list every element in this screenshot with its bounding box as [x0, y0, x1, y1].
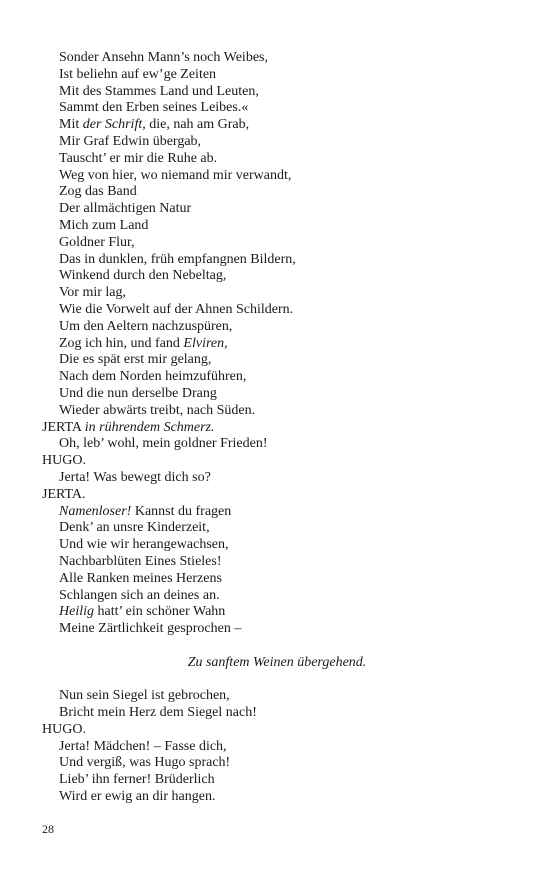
- verse-line: [42, 268, 512, 285]
- verse-line: [42, 436, 512, 453]
- text: Die es spät erst mir gelang,: [59, 352, 212, 368]
- page-text: [42, 50, 512, 806]
- text: Mich zum Land: [59, 217, 149, 233]
- text: JERTA: [42, 419, 85, 435]
- text: Das in dunklen, früh empfangnen Bildern,: [59, 251, 296, 267]
- verse-line: [42, 134, 512, 151]
- text: Winkend durch den Nebeltag,: [59, 268, 227, 284]
- verse-line: [42, 285, 512, 302]
- verse-line: [42, 336, 512, 353]
- speaker-name: [42, 453, 512, 470]
- text: hatt’ ein schöner Wahn: [94, 604, 226, 620]
- text: die, nah am Grab,: [145, 117, 250, 133]
- verse-line: [42, 571, 512, 588]
- text: Mit des Stammes Land und Leuten,: [59, 83, 259, 99]
- speaker-name: [42, 487, 512, 504]
- verse-line: [42, 302, 512, 319]
- verse-line: [42, 588, 512, 605]
- verse-line: [42, 369, 512, 386]
- text: Schlangen sich an deines an.: [59, 587, 220, 603]
- text: Bricht mein Herz dem Siegel nach!: [59, 705, 257, 721]
- verse-line: [42, 537, 512, 554]
- text: Oh, leb’ wohl, mein goldner Frieden!: [59, 436, 268, 452]
- text: Kannst du fragen: [131, 503, 232, 519]
- text: Weg von hier, wo niemand mir verwandt,: [59, 167, 292, 183]
- verse-line: [42, 50, 512, 67]
- text: Sonder Ansehn Mann’s noch Weibes,: [59, 50, 268, 65]
- verse-line: [42, 117, 512, 134]
- text: Nun sein Siegel ist gebrochen,: [59, 688, 230, 704]
- text: Wie die Vorwelt auf der Ahnen Schildern.: [59, 301, 294, 317]
- verse-line: [42, 504, 512, 521]
- text: Nach dem Norden heimzuführen,: [59, 369, 247, 385]
- verse-line: [42, 739, 512, 756]
- text: Sammt den Erben seines Leibes.«: [59, 100, 249, 116]
- text: Denk’ an unsre Kinderzeit,: [59, 520, 210, 536]
- text: Und wie wir herangewachsen,: [59, 537, 229, 553]
- verse-line: [42, 235, 512, 252]
- blank-line: [42, 671, 512, 688]
- text: Jerta! Was bewegt dich so?: [59, 469, 211, 485]
- text: Jerta! Mädchen! – Fasse dich,: [59, 738, 227, 754]
- text: Und die nun derselbe Drang: [59, 385, 217, 401]
- verse-line: [42, 218, 512, 235]
- verse-line: [42, 184, 512, 201]
- italic-text: Zu sanftem Weinen übergehend.: [187, 654, 367, 670]
- text: HUGO.: [42, 721, 86, 737]
- verse-line: [42, 84, 512, 101]
- verse-line: [42, 470, 512, 487]
- verse-line: [42, 772, 512, 789]
- verse-line: [42, 201, 512, 218]
- verse-line: [42, 386, 512, 403]
- text: Zog das Band: [59, 184, 137, 200]
- text: Vor mir lag,: [59, 285, 127, 301]
- page-number: 28: [42, 822, 54, 836]
- italic-text: in rührendem Schmerz.: [84, 419, 215, 435]
- verse-line: [42, 403, 512, 420]
- text: Mit: [59, 117, 83, 133]
- italic-text: der Schrift,: [82, 117, 146, 133]
- verse-line: [42, 755, 512, 772]
- italic-text: Heilig: [59, 604, 94, 620]
- verse-line: [42, 252, 512, 269]
- verse-line: [42, 352, 512, 369]
- verse-line: [42, 705, 512, 722]
- verse-line: [42, 554, 512, 571]
- verse-line: [42, 621, 512, 638]
- verse-line: [42, 789, 512, 806]
- text: Ist beliehn auf ew’ge Zeiten: [59, 66, 217, 82]
- verse-line: [42, 319, 512, 336]
- stage-direction: [42, 655, 512, 672]
- text: Nachbarblüten Eines Stieles!: [59, 553, 222, 569]
- verse-line: [42, 688, 512, 705]
- text: Um den Aeltern nachzuspüren,: [59, 318, 233, 334]
- text: Meine Zärtlichkeit gesprochen –: [59, 621, 242, 637]
- verse-line: [42, 67, 512, 84]
- text: JERTA.: [42, 486, 86, 502]
- verse-line: [42, 168, 512, 185]
- verse-line: [42, 604, 512, 621]
- speaker-name: [42, 420, 512, 437]
- text: Zog ich hin, und fand: [59, 335, 184, 351]
- blank-line: [42, 638, 512, 655]
- speaker-name: [42, 722, 512, 739]
- verse-line: [42, 520, 512, 537]
- text: Wieder abwärts treibt, nach Süden.: [59, 402, 256, 418]
- verse-line: [42, 100, 512, 117]
- text: Und vergiß, was Hugo sprach!: [59, 755, 231, 771]
- italic-text: Elviren,: [183, 335, 228, 351]
- text: HUGO.: [42, 453, 86, 469]
- text: Der allmächtigen Natur: [59, 201, 192, 217]
- text: Lieb’ ihn ferner! Brüderlich: [59, 772, 215, 788]
- italic-text: Namenloser!: [59, 503, 132, 519]
- text: Wird er ewig an dir hangen.: [59, 789, 216, 805]
- verse-line: [42, 151, 512, 168]
- text: Mir Graf Edwin übergab,: [59, 133, 202, 149]
- text: Tauscht’ er mir die Ruhe ab.: [59, 150, 218, 166]
- text: Goldner Flur,: [59, 234, 135, 250]
- text: Alle Ranken meines Herzens: [59, 570, 222, 586]
